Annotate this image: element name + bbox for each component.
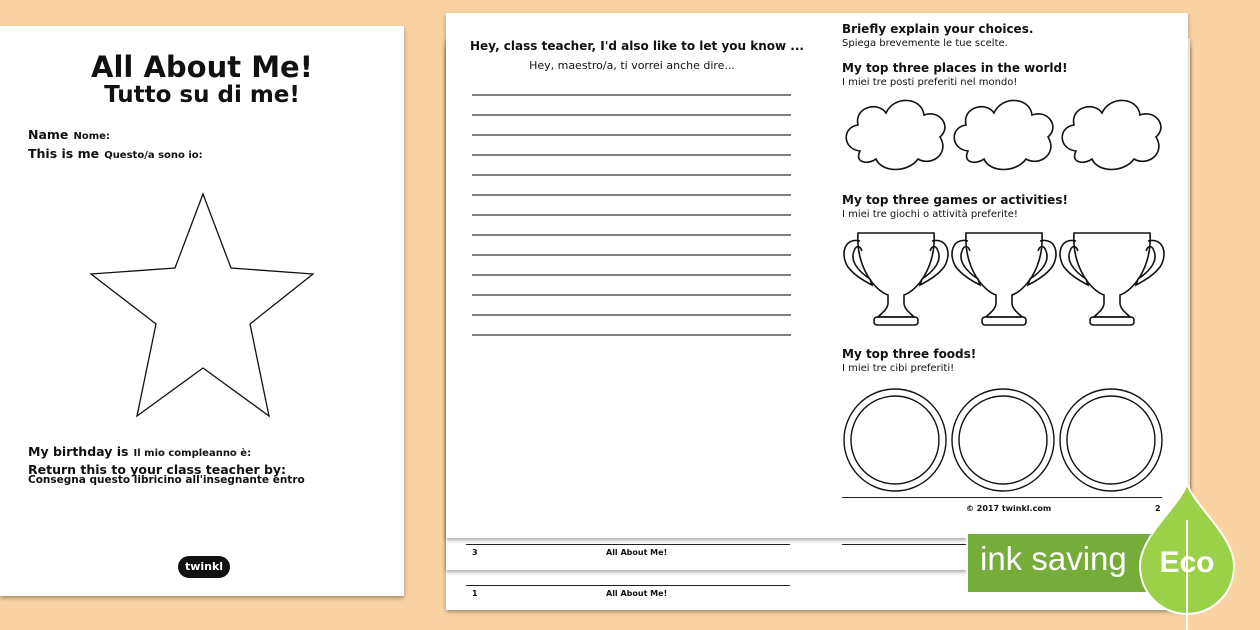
booklet-spread <box>446 13 1188 538</box>
games-heading-en: My top three games or activities! <box>842 193 1068 207</box>
star-icon <box>91 194 313 416</box>
birthday-row <box>28 441 251 460</box>
copyright: © 2017 twinkl.com <box>966 504 1052 513</box>
cloud-icon <box>954 100 1053 169</box>
this-is-me-row <box>28 143 203 162</box>
cloud-icon <box>1062 100 1161 169</box>
left-heading-it: Hey, maestro/a, ti vorrei anche dire... <box>529 59 735 72</box>
footer-rule <box>842 497 1162 498</box>
birthday-label: My birthday is <box>28 444 129 459</box>
twinkl-logo: twinkl <box>178 556 230 578</box>
trophy-icon <box>844 233 948 325</box>
explain-heading-en: Briefly explain your choices. <box>842 22 1034 36</box>
places-heading-it: I miei tre posti preferiti nel mondo! <box>842 77 1018 88</box>
back-page-footer-title: All About Me! <box>606 589 668 598</box>
cover-title-it: Tutto su di me! <box>104 82 300 108</box>
page-number: 2 <box>1155 504 1161 513</box>
back-page-footer-title: All About Me! <box>606 548 668 557</box>
eco-label: Eco <box>1159 546 1215 579</box>
trophy-icon <box>952 233 1056 325</box>
this-is-me-label-it: Questo/a sono io: <box>104 150 203 161</box>
return-label: Return this to your class teacher by: <box>28 462 287 477</box>
trophy-icon <box>1060 233 1164 325</box>
plate-shapes <box>840 385 1166 497</box>
games-heading-it: I miei tre giochi o attività preferite! <box>842 209 1018 220</box>
foods-heading-it: I miei tre cibi preferiti! <box>842 363 955 374</box>
footer-rule <box>466 585 790 586</box>
explain-heading-it: Spiega brevemente le tue scelte. <box>842 38 1008 49</box>
back-page-number: 1 <box>472 589 478 598</box>
cloud-icon <box>846 100 945 169</box>
writing-lines <box>446 13 806 353</box>
name-row <box>28 124 110 143</box>
name-label: Name <box>28 127 69 142</box>
left-heading-en: Hey, class teacher, I'd also like to let you know ... <box>470 39 804 53</box>
cover-title-en: All About Me! <box>91 50 313 84</box>
cloud-shapes <box>840 93 1166 175</box>
plate-icon <box>844 389 946 491</box>
cover-page <box>0 26 404 596</box>
ink-saving-text: ink saving <box>980 540 1127 577</box>
back-page-number: 3 <box>472 548 478 557</box>
places-heading-en: My top three places in the world! <box>842 61 1068 75</box>
birthday-label-it: Il mio compleanno è: <box>133 448 252 459</box>
plate-icon <box>952 389 1054 491</box>
foods-heading-en: My top three foods! <box>842 347 977 361</box>
eco-drop-icon <box>1132 480 1242 630</box>
footer-rule <box>466 544 790 545</box>
return-label-it: Consegna questo libricino all'insegnante entro <box>28 474 305 486</box>
trophy-shapes <box>840 227 1166 327</box>
plate-icon <box>1060 389 1162 491</box>
this-is-me-label: This is me <box>28 146 100 161</box>
star-drawing-frame <box>84 190 320 422</box>
name-label-it: Nome: <box>73 131 110 142</box>
